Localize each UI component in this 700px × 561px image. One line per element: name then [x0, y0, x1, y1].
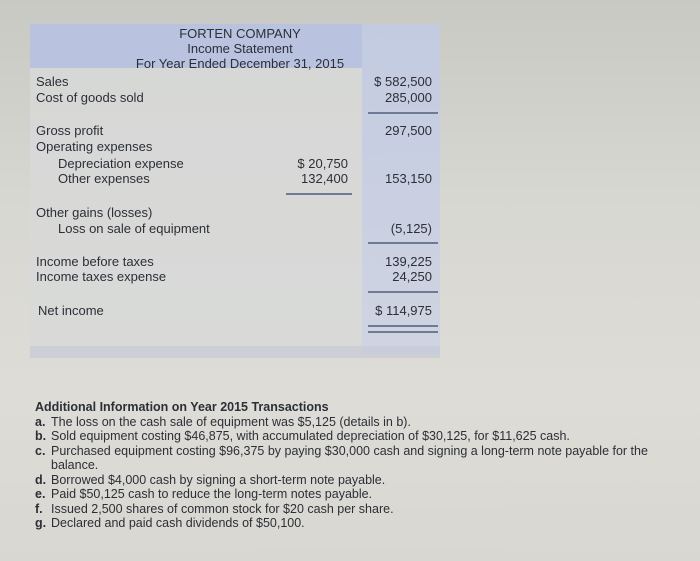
item-letter: g. — [35, 516, 47, 530]
item-letter: f. — [35, 501, 43, 516]
depreciation-value: $ 20,750 — [297, 156, 348, 171]
additional-information — [35, 400, 695, 531]
cogs-underline — [368, 112, 438, 114]
cogs-label: Cost of goods sold — [36, 90, 144, 105]
other-expenses-label: Other expenses — [58, 171, 150, 186]
sales-value: $ 582,500 — [374, 74, 432, 89]
income-taxes-label: Income taxes expense — [36, 269, 167, 284]
list-item — [35, 444, 695, 473]
list-item — [35, 429, 695, 444]
depreciation-label: Depreciation expense — [58, 156, 184, 171]
item-text: Sold equipment costing $46,875, with accumulated depreciation of $30,125, for $11,625 cash. — [51, 429, 570, 443]
other-gains-label: Other gains (losses) — [36, 205, 153, 220]
gross-profit-value: 297,500 — [385, 123, 432, 138]
statement-name: Income Statement — [187, 41, 293, 56]
other-expenses-value: 132,400 — [301, 171, 348, 186]
list-item — [35, 473, 695, 488]
operating-expenses-label: Operating expenses — [36, 139, 153, 154]
loss-on-sale-value: (5,125) — [390, 221, 432, 236]
item-text: Purchased equipment costing $96,375 by paying $30,000 cash and signing a long-term note payable for the balance. — [51, 443, 648, 472]
income-before-taxes-label: Income before taxes — [36, 254, 154, 269]
net-income-value: $ 114,975 — [375, 303, 432, 318]
net-income-double-underline-1 — [368, 325, 438, 327]
cogs-value: 285,000 — [385, 90, 432, 105]
item-letter: b. — [35, 429, 47, 443]
taxes-underline — [368, 291, 438, 293]
list-item — [35, 516, 695, 531]
loss-on-sale-label: Loss on sale of equipment — [58, 221, 210, 236]
operating-expenses-total: 153,150 — [385, 171, 432, 186]
list-item — [35, 487, 695, 502]
loss-underline — [368, 242, 438, 244]
item-text: Paid $50,125 cash to reduce the long-term notes payable. — [51, 487, 373, 501]
other-expenses-underline — [286, 193, 352, 195]
item-text: The loss on the cash sale of equipment was $5,125 (details in b). — [51, 414, 411, 429]
item-letter: c. — [35, 443, 46, 458]
item-letter: a. — [35, 414, 46, 429]
net-income-label: Net income — [38, 303, 104, 318]
income-taxes-value: 24,250 — [392, 269, 432, 284]
item-letter: e. — [35, 487, 46, 501]
additional-heading: Additional Information on Year 2015 Transactions — [35, 400, 329, 414]
list-item — [35, 415, 695, 430]
statement-bottom-band — [30, 346, 440, 358]
income-before-taxes-value: 139,225 — [385, 254, 432, 269]
gross-profit-label: Gross profit — [36, 123, 104, 138]
item-text: Declared and paid cash dividends of $50,100. — [51, 516, 305, 530]
net-income-double-underline-2 — [368, 331, 438, 333]
sales-label: Sales — [36, 74, 69, 89]
item-letter: d. — [35, 472, 47, 487]
company-name: FORTEN COMPANY — [179, 26, 301, 41]
list-item — [35, 502, 695, 517]
item-text: Issued 2,500 shares of common stock for $20 cash per share. — [51, 501, 394, 516]
statement-period: For Year Ended December 31, 2015 — [135, 56, 345, 71]
item-text: Borrowed $4,000 cash by signing a short-term note payable. — [51, 472, 386, 487]
